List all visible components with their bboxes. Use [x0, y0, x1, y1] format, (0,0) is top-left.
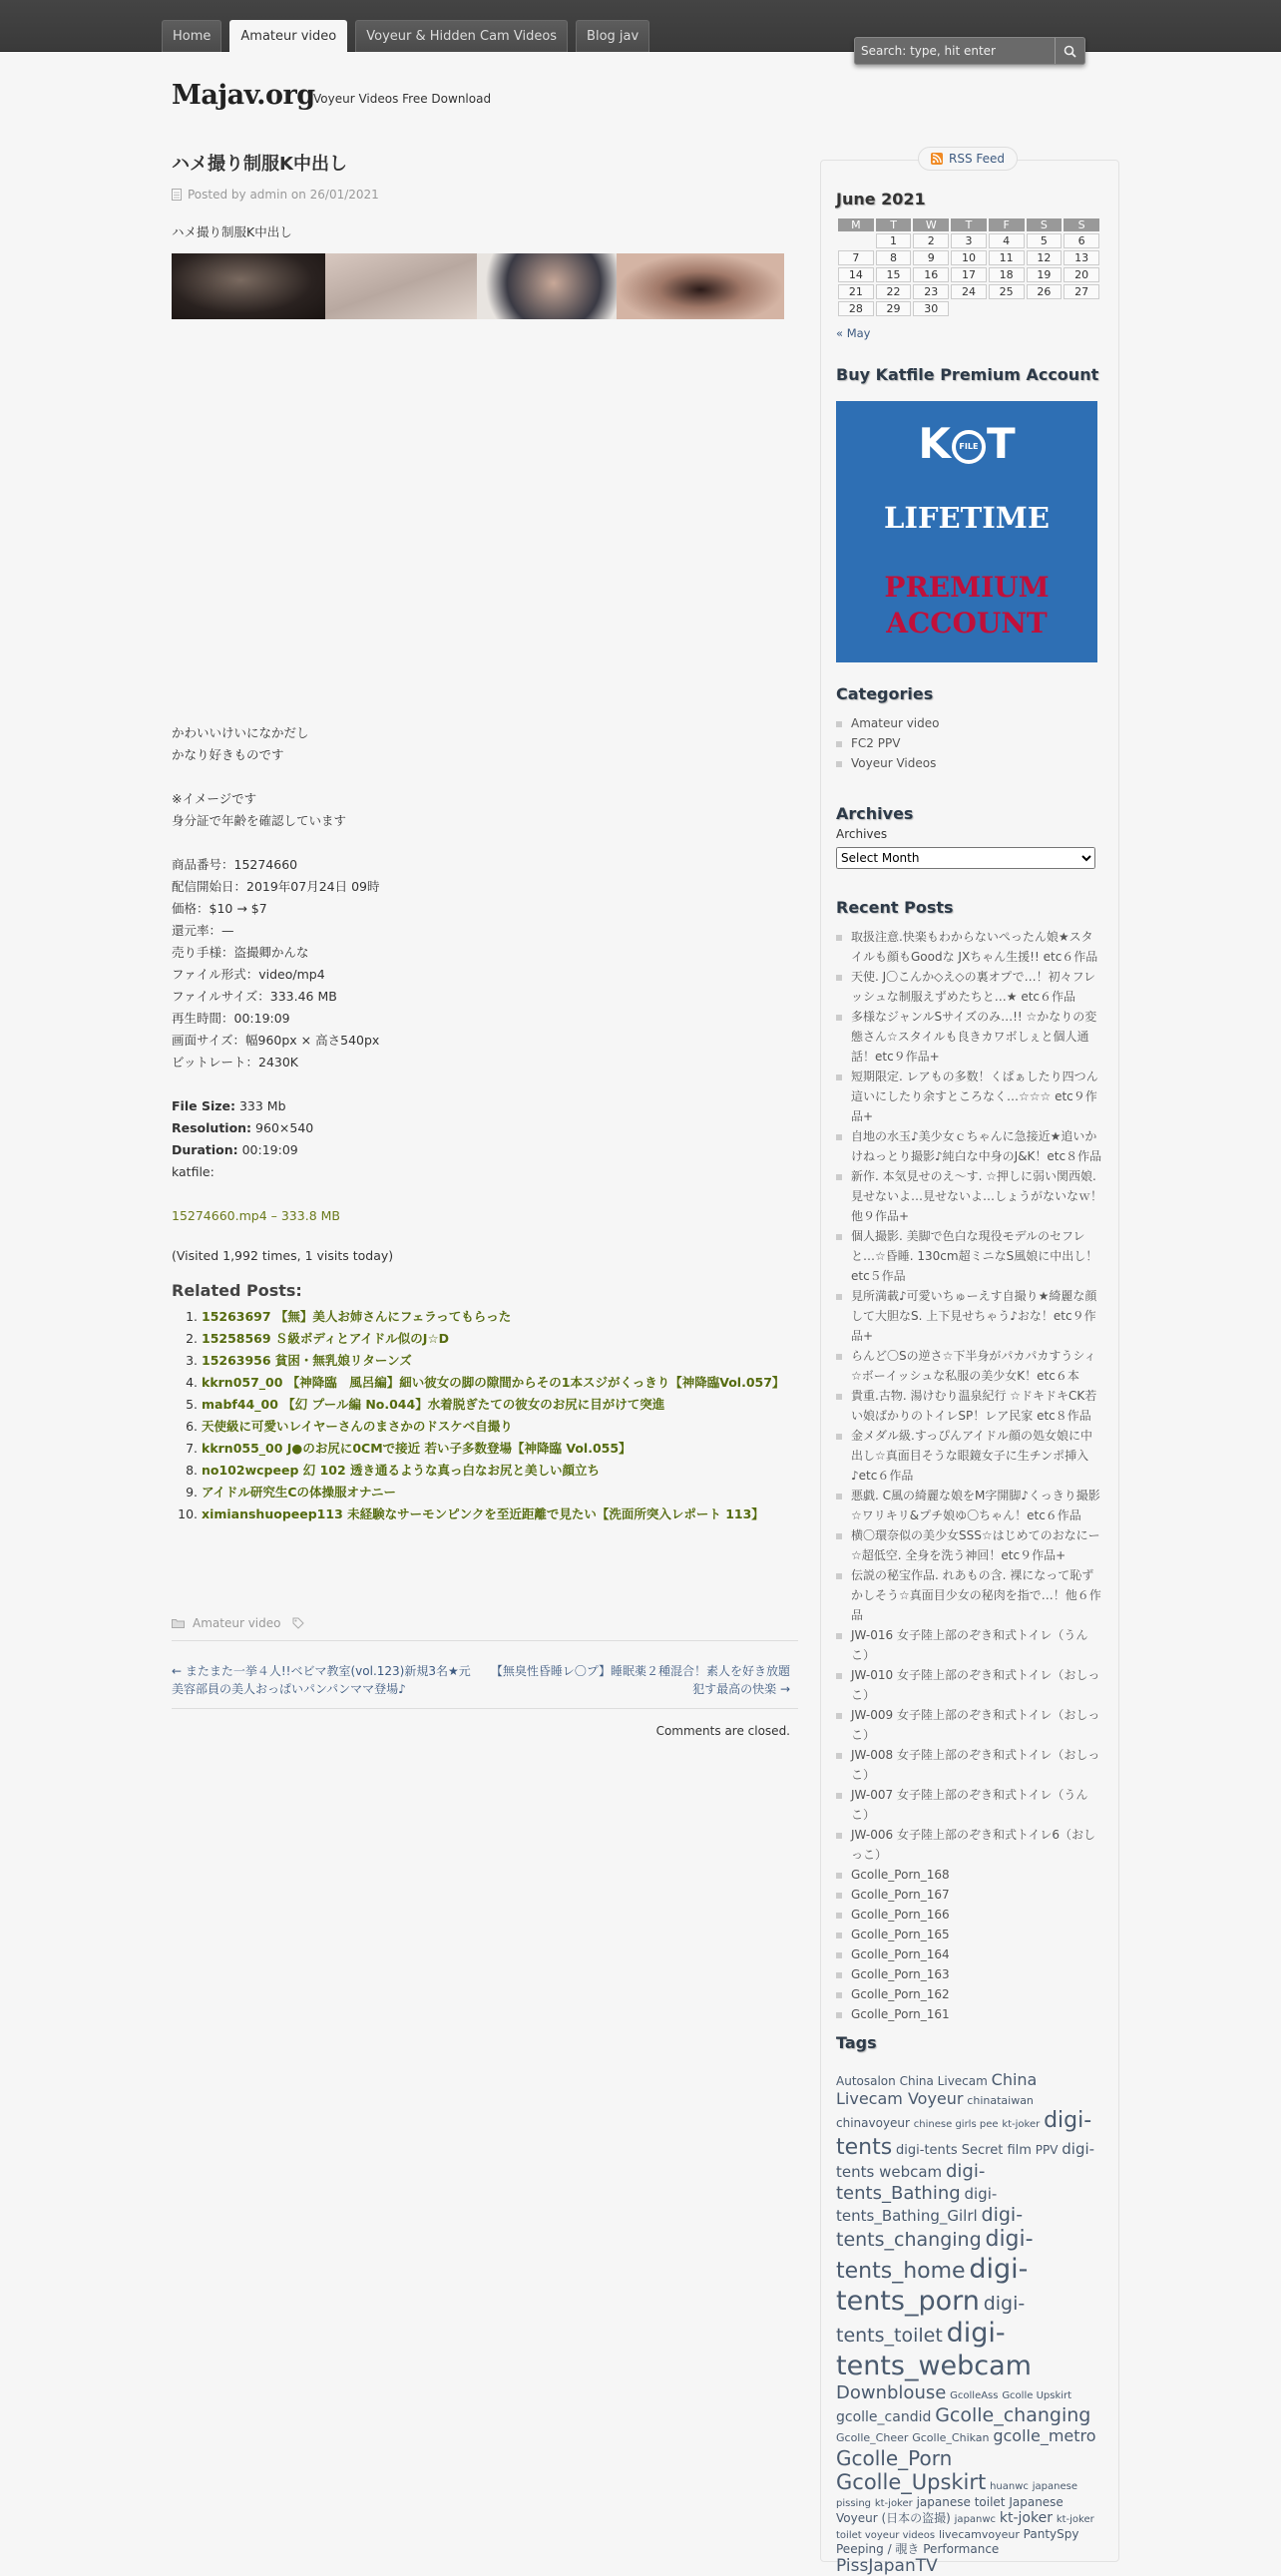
category-item[interactable]: Amateur video: [836, 713, 1103, 733]
calendar-day: 20: [1064, 267, 1099, 282]
calendar-day: 11: [989, 250, 1025, 265]
tag-link[interactable]: digi-tents_Bathing_Gilrl: [836, 2184, 998, 2226]
file-size-label: File Size:: [172, 1098, 235, 1113]
calendar-widget: [836, 190, 1103, 340]
search-icon: [1064, 45, 1076, 58]
related-link[interactable]: 15258569 Ｓ級ボディとアイドル似のJ☆D: [202, 1331, 450, 1346]
recent-post-link[interactable]: 天使. J〇こんか◇え◇の裏オプで…！初々フレッシュな制服えずめたちと…★ etc６作品: [836, 967, 1103, 1007]
post-intro: ハメ撮り制服K中出し: [172, 224, 292, 239]
thumbnail-1: [172, 253, 325, 319]
calendar-day: 12: [1027, 250, 1063, 265]
tag-link[interactable]: digi-tents Secret film: [896, 2142, 1032, 2158]
recent-post-link[interactable]: JW-008 女子陸上部のぞき和式トイレ（おしっこ）: [836, 1745, 1103, 1785]
spec-line: 配信開始日：2019年07月24日 09時: [172, 879, 380, 894]
document-icon: [172, 189, 182, 201]
tag-link[interactable]: japanese pissing: [836, 2480, 1077, 2509]
main-nav: [162, 20, 649, 53]
related-link[interactable]: アイドル研究生Cの体操服オナニー: [202, 1485, 397, 1500]
thumbnail-4: [617, 253, 784, 319]
spec-line: 還元率：—: [172, 923, 234, 938]
list-item: [202, 1350, 790, 1372]
recent-post-link[interactable]: JW-007 女子陸上部のぞき和式トイレ（うんこ）: [836, 1785, 1103, 1825]
duration-value: 00:19:09: [241, 1142, 298, 1157]
rss-feed-link[interactable]: [918, 147, 1018, 171]
post-meta-text: Posted by admin on 26/01/2021: [188, 188, 379, 202]
calendar-day: 5: [1027, 233, 1063, 248]
katfile-logo-k: K: [918, 419, 951, 468]
calendar-day: 1: [876, 233, 912, 248]
tag-link[interactable]: Gcolle_changing: [935, 2403, 1091, 2426]
katfile-logo-t: T: [986, 419, 1016, 468]
katfile-heading: Buy Katfile Premium Account: [836, 365, 1099, 384]
related-link[interactable]: kkrn057_00 【神降臨 風呂編】細い彼女の脚の隙間からその1本スジがくっきり【神降臨Vol.057】: [202, 1375, 785, 1390]
desc-line: かわいいけいになかだし: [172, 725, 309, 740]
tag-link[interactable]: digi-tents_home: [836, 2227, 1034, 2284]
recent-post-link[interactable]: Gcolle_Porn_166: [836, 1905, 1103, 1925]
comments-closed: Comments are closed.: [655, 1724, 790, 1738]
related-link[interactable]: no102wcpeep 幻 102 透き通るような真っ白なお尻と美しい顔立ち: [202, 1463, 601, 1478]
tags-heading: Tags: [836, 2033, 877, 2052]
post-footer-meta: [172, 1616, 790, 1630]
tag-link[interactable]: PantySpy: [1023, 2526, 1079, 2541]
tag-link[interactable]: digi-tents_changing: [836, 2204, 1024, 2252]
spec-list: [172, 854, 790, 1073]
recent-post-link[interactable]: 多様なジャンルSサイズのみ…!! ☆かなりの変態さん☆スタイルも良きカワボしぇと個人通話！etc９作品+: [836, 1007, 1103, 1067]
tag-link[interactable]: chinavoyeur: [836, 2116, 910, 2131]
related-list: [172, 1306, 790, 1525]
tag-link[interactable]: Gcolle_Upskirt: [836, 2469, 987, 2494]
related-link[interactable]: 15263697 【無】美人お姉さんにフェラってもらった: [202, 1309, 512, 1324]
tag-link[interactable]: japanese toilet: [916, 2494, 1006, 2509]
recent-post-link[interactable]: JW-010 女子陸上部のぞき和式トイレ（おしっこ）: [836, 1665, 1103, 1705]
recent-posts-list: [836, 927, 1103, 2024]
tab-voyeur-hidden-cam[interactable]: Voyeur & Hidden Cam Videos: [355, 20, 568, 52]
tag-link[interactable]: Gcolle_Porn: [836, 2445, 953, 2470]
tag-link[interactable]: PPV: [1035, 2142, 1059, 2157]
file-size-value: 333 Mb: [238, 1098, 286, 1113]
tag-link[interactable]: Performance: [923, 2541, 1000, 2556]
categories-widget: [836, 684, 1103, 773]
desc-line: ※イメージです: [172, 791, 257, 806]
tag-link[interactable]: kt-joker: [874, 2497, 913, 2509]
list-item: [202, 1328, 790, 1350]
tag-link[interactable]: kt-joker: [999, 2509, 1053, 2526]
list-item: [202, 1460, 790, 1482]
recent-post-link[interactable]: JW-006 女子陸上部のぞき和式トイレ6（おしっこ）: [836, 1825, 1103, 1865]
archives-heading: Archives: [836, 804, 914, 823]
calendar-prev-month[interactable]: « May: [836, 326, 871, 340]
banner-lifetime: LIFETIME: [884, 501, 1050, 535]
thumbnail-3: [477, 253, 617, 319]
recent-post-link[interactable]: JW-016 女子陸上部のぞき和式トイレ（うんこ）: [836, 1625, 1103, 1665]
weekday-header: T: [876, 218, 912, 231]
recent-post-link[interactable]: Gcolle_Porn_167: [836, 1885, 1103, 1905]
recent-post-link[interactable]: Gcolle_Porn_165: [836, 1925, 1103, 1944]
recent-post-link[interactable]: Gcolle_Porn_163: [836, 1964, 1103, 1984]
thumbnail-2: [325, 253, 477, 319]
katfile-banner[interactable]: [836, 401, 1097, 662]
categories-list: [836, 713, 1103, 773]
katfile-label: katfile:: [172, 1164, 214, 1179]
tag-link[interactable]: chinataiwan: [967, 2094, 1034, 2108]
tab-home[interactable]: Home: [162, 20, 221, 52]
spec-line: 再生時間：00:19:09: [172, 1011, 290, 1026]
calendar-day: 30: [913, 301, 949, 316]
recent-posts-heading: Recent Posts: [836, 898, 954, 917]
tag-link[interactable]: digi-tents_porn: [836, 2253, 1029, 2317]
download-link[interactable]: 15274660.mp4 – 333.8 MB: [172, 1208, 340, 1223]
weekday-header: S: [1064, 218, 1099, 231]
tab-amateur-video[interactable]: Amateur video: [229, 20, 347, 53]
desc-line: 身分証で年齢を確認しています: [172, 813, 347, 828]
spec-line: 画面サイズ：幅960px × 高さ540px: [172, 1033, 380, 1048]
list-item: [202, 1372, 790, 1394]
recent-post-link[interactable]: JW-009 女子陸上部のぞき和式トイレ（おしっこ）: [836, 1705, 1103, 1745]
calendar-day: 21: [838, 284, 874, 299]
post: [172, 150, 790, 1525]
recent-post-link[interactable]: Gcolle_Porn_164: [836, 1944, 1103, 1964]
desc-line: かなり好きものです: [172, 747, 284, 762]
calendar-day: 8: [876, 250, 912, 265]
tag-link[interactable]: China Livecam Voyeur: [836, 2070, 1038, 2109]
site-tagline: Voyeur Videos Free Download: [313, 92, 492, 106]
weekday-header: T: [951, 218, 987, 231]
tag-link[interactable]: Downblouse: [836, 2382, 947, 2404]
category-item[interactable]: FC2 PPV: [836, 733, 1103, 753]
tag-link[interactable]: digi-tents_toilet: [836, 2292, 1026, 2348]
calendar-day: 28: [838, 301, 874, 316]
calendar-day: 6: [1064, 233, 1099, 248]
tag-link[interactable]: digi-tents_Bathing: [836, 2161, 986, 2204]
tag-link[interactable]: gcolle_metro: [993, 2426, 1096, 2446]
calendar-day: 7: [838, 250, 874, 265]
calendar-title: June 2021: [836, 190, 926, 209]
tag-cloud: [836, 2070, 1103, 2576]
rss-label: RSS Feed: [949, 152, 1006, 166]
calendar-day: 18: [989, 267, 1025, 282]
tag-link[interactable]: chinese girls pee: [913, 2119, 999, 2131]
tag-icon: [292, 1617, 304, 1629]
post-title[interactable]: ハメ撮り制服K中出し: [172, 154, 347, 175]
spec-line: ビットレート：2430K: [172, 1055, 299, 1070]
calendar-empty: [951, 301, 987, 316]
list-item: [202, 1438, 790, 1460]
calendar-day: 23: [913, 284, 949, 299]
related-link[interactable]: kkrn055_00 J●のお尻に0CMで接近 若い子多数登場【神降臨 Vol.055】: [202, 1441, 632, 1456]
weekday-header: W: [913, 218, 949, 231]
tag-link[interactable]: livecamvoyeur: [938, 2527, 1020, 2541]
recent-post-link[interactable]: らんど〇Sの逆さ☆下半身がパカパカすうシィ☆ボーイッシュな私服の美少女K！etc６本: [836, 1346, 1103, 1386]
related-heading: Related Posts:: [172, 1281, 302, 1300]
resolution-label: Resolution:: [172, 1120, 252, 1135]
spec-line: 商品番号：15274660: [172, 857, 298, 872]
tag-link[interactable]: kt-joker toilet voyeur videos: [836, 2513, 1094, 2541]
list-item: [202, 1306, 790, 1328]
tab-blog-jav[interactable]: Blog jav: [576, 20, 649, 52]
tag-link[interactable]: China Livecam: [899, 2074, 988, 2088]
tag-link[interactable]: kt-joker: [1002, 2119, 1041, 2131]
list-item: [202, 1394, 790, 1416]
post-meta: [172, 188, 790, 202]
recent-post-link[interactable]: Gcolle_Porn_168: [836, 1865, 1103, 1885]
tag-link[interactable]: japanwc: [954, 2513, 997, 2525]
calendar-day: 14: [838, 267, 874, 282]
search-button[interactable]: [1055, 38, 1084, 64]
tag-link[interactable]: gcolle_candid: [836, 2408, 932, 2425]
recent-post-link[interactable]: Gcolle_Porn_162: [836, 1984, 1103, 2004]
search-box: [854, 37, 1085, 65]
calendar-day: 22: [876, 284, 912, 299]
related-link[interactable]: 15263956 貧困・無乳娘リターンズ: [202, 1353, 412, 1368]
tag-link[interactable]: GcolleAss: [950, 2390, 999, 2402]
tag-link[interactable]: digi-tents webcam: [836, 2139, 1095, 2182]
related-link[interactable]: 天使級に可愛いレイヤーさんのまさかのドスケベ自撮り: [202, 1419, 513, 1434]
recent-post-link[interactable]: 個人撮影. 美脚で色白な現役モデルのセフレと…☆昏睡. 130cm超ミニなS風娘に中出し！etc５作品: [836, 1226, 1103, 1286]
list-item: [202, 1416, 790, 1438]
categories-heading: Categories: [836, 684, 934, 703]
duration-row: [172, 1139, 790, 1161]
calendar-empty: [1027, 301, 1063, 316]
calendar-empty: [838, 233, 874, 248]
folder-icon: [172, 1618, 185, 1628]
related-link[interactable]: mabf44_00 【幻 プール編 No.044】水着脱ぎたての彼女のお尻に目がけて突進: [202, 1397, 665, 1412]
katfile-logo: [836, 419, 1097, 468]
prev-post-link[interactable]: ← またまた一挙４人!!ベビマ教室(vol.123)新規3名★元美容部員の美人おっぱいパンパンママ登場♪: [172, 1664, 471, 1696]
file-info: [172, 1095, 790, 1183]
calendar-day: 26: [1027, 284, 1063, 299]
recent-post-link[interactable]: 取扱注意.快楽もわからないぺったん娘★スタイルも顔もGoodな JXちゃん生援!! etc６作品: [836, 927, 1103, 967]
banner-premium: PREMIUM: [884, 571, 1050, 604]
archives-select[interactable]: [836, 847, 1095, 869]
spec-line: 価格：$10 → $7: [172, 901, 267, 916]
category-link[interactable]: Amateur video: [193, 1616, 281, 1630]
resolution-row: [172, 1117, 790, 1139]
list-item: [202, 1503, 790, 1525]
katfile-logo-ring: [952, 430, 986, 464]
tag-link[interactable]: Autosalon: [836, 2074, 896, 2088]
tag-link[interactable]: huanwc: [990, 2480, 1029, 2492]
recent-post-link[interactable]: 金メダル級.すっぴんアイドル顔の処女娘に中出し☆真面目そうな眼鏡女子に生チンポ挿入♪etc６作品: [836, 1426, 1103, 1486]
thumbnail-strip[interactable]: [172, 253, 784, 319]
spec-line: ファイルサイズ：333.46 MB: [172, 989, 337, 1004]
weekday-header: M: [838, 218, 874, 231]
related-link[interactable]: ximianshuopeep113 未経験なサーモンピンクを至近距離で見たい【洗面所突入レポート 113】: [202, 1506, 764, 1521]
tag-link[interactable]: PissJapanTV: [836, 2556, 938, 2576]
calendar-day: 29: [876, 301, 912, 316]
archives-widget: [836, 804, 1103, 869]
banner-account: ACCOUNT: [886, 607, 1048, 640]
calendar-day: 25: [989, 284, 1025, 299]
calendar-day: 2: [913, 233, 949, 248]
category-item[interactable]: Voyeur Videos: [836, 753, 1103, 773]
search-input[interactable]: [855, 38, 1055, 64]
recent-post-link[interactable]: 伝説の秘宝作品. れあもの含. 裸になって恥ずかしそう☆真面目少女の秘肉を指で…！他６作品: [836, 1565, 1103, 1625]
calendar-day: 13: [1064, 250, 1099, 265]
next-post-link[interactable]: 【無臭性昏睡レ〇プ】睡眠薬２種混合！素人を好き放題犯す最高の快楽 →: [490, 1664, 790, 1696]
weekday-header: F: [989, 218, 1025, 231]
recent-post-link[interactable]: Gcolle_Porn_161: [836, 2004, 1103, 2024]
tag-link[interactable]: Gcolle_Chikan: [912, 2431, 990, 2445]
recent-posts-widget: [836, 898, 1103, 2024]
tag-link[interactable]: Gcolle_Cheer: [836, 2431, 909, 2445]
tag-link[interactable]: Peeping / 覗き: [836, 2541, 920, 2556]
calendar-day: 16: [913, 267, 949, 282]
list-item: [202, 1482, 790, 1503]
tag-link[interactable]: digi-tents: [836, 2108, 1092, 2160]
recent-post-link[interactable]: 貴重.古物. 湯けむり温泉紀行 ☆ドキドキCK若い娘ばかりのトイレSP！レア民家 etc８作品: [836, 1386, 1103, 1426]
duration-label: Duration:: [172, 1142, 238, 1157]
calendar-day: 3: [951, 233, 987, 248]
resolution-value: 960×540: [255, 1120, 314, 1135]
rss-icon: [931, 153, 943, 165]
divider: [172, 1640, 798, 1641]
calendar-day: 9: [913, 250, 949, 265]
calendar-day: 4: [989, 233, 1025, 248]
recent-post-link[interactable]: 新作. 本気見せのえ～す. ☆押しに弱い関西娘. 見せないよ…見せないよ…しょうがないなｗ！他９作品+: [836, 1166, 1103, 1226]
file-size-row: [172, 1095, 790, 1117]
recent-post-link[interactable]: 短期限定. レアもの多数！くぱぁしたり四つん這いにしたり余すところなく…☆☆☆ etc９作品+: [836, 1067, 1103, 1126]
spec-line: 売り手様：盗撮卿かんな: [172, 945, 309, 960]
recent-post-link[interactable]: 横〇環奈似の美少女SSS☆はじめてのおなにー☆超低空. 全身を洗う神回！etc９作品+: [836, 1525, 1103, 1565]
recent-post-link[interactable]: 自地の水玉♪美少女ｃちゃんに急接近★追いかけねっとり撮影♪純白な中身のJ&K！etc８作品: [836, 1126, 1103, 1166]
calendar-table: [836, 216, 1101, 318]
calendar-empty: [1064, 301, 1099, 316]
tag-link[interactable]: digi-tents_webcam: [836, 2318, 1032, 2381]
divider: [172, 1708, 798, 1709]
calendar-day: 15: [876, 267, 912, 282]
visit-counter: (Visited 1,992 times, 1 visits today): [172, 1248, 394, 1263]
calendar-day: 17: [951, 267, 987, 282]
weekday-header: S: [1027, 218, 1063, 231]
calendar-day: 10: [951, 250, 987, 265]
spec-line: ファイル形式：video/mp4: [172, 967, 325, 982]
calendar-day: 19: [1027, 267, 1063, 282]
site-title[interactable]: Majav.org: [172, 80, 315, 111]
tag-link[interactable]: Gcolle Upskirt: [1002, 2390, 1072, 2402]
tag-link[interactable]: Japanese Voyeur (日本の盗撮): [836, 2494, 1064, 2525]
recent-post-link[interactable]: 見所満載♪可愛いちゅーえす自撮り★綺麗な顔して大胆なS. 上下見せちゃう♪おな！etc９作品+: [836, 1286, 1103, 1346]
archives-label: Archives: [836, 827, 888, 841]
calendar-day: 27: [1064, 284, 1099, 299]
calendar-empty: [989, 301, 1025, 316]
calendar-day: 24: [951, 284, 987, 299]
description: [172, 722, 790, 832]
katfile-logo-file: FILE: [959, 441, 979, 451]
recent-post-link[interactable]: 悪戯. C風の綺麗な娘をM字開脚♪くっきり撮影☆ワリキリ&プチ娘ゆ〇ちゃん！etc６作品: [836, 1486, 1103, 1525]
